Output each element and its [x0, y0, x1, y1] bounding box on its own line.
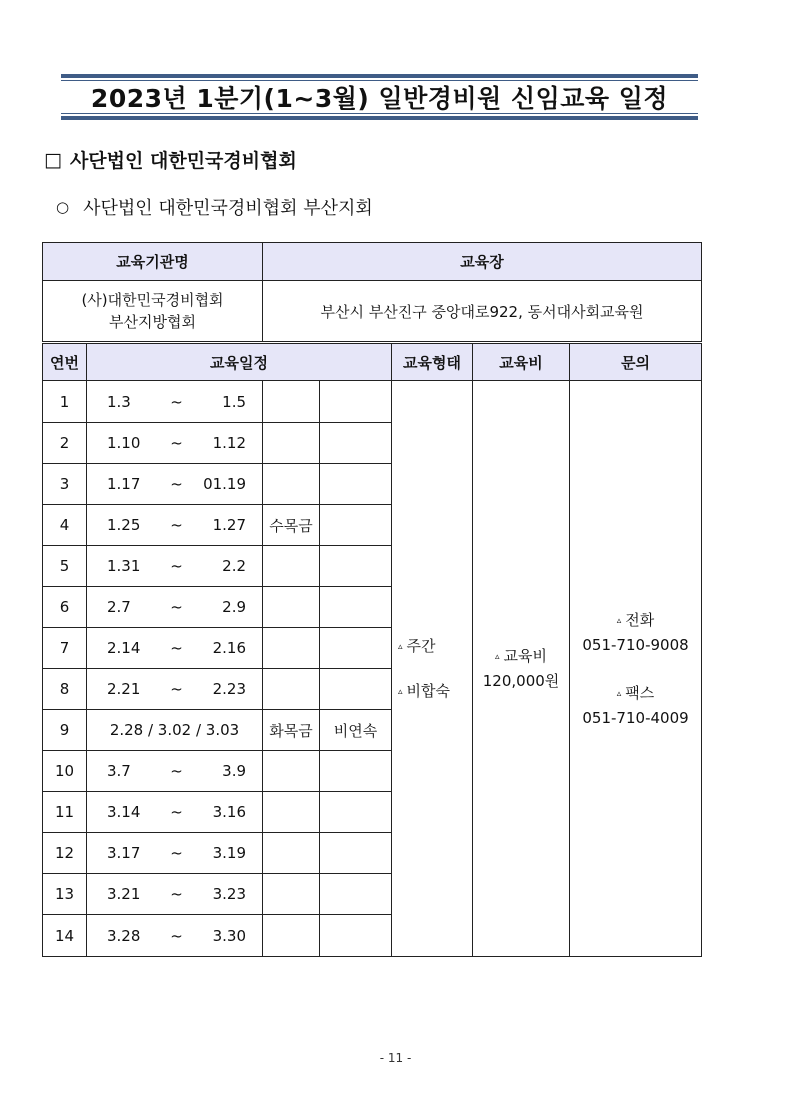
- schedule-note: [320, 587, 392, 628]
- end-date: 3.30: [212, 926, 247, 945]
- start-date: 1.17: [107, 475, 141, 493]
- institution-name: [43, 281, 263, 343]
- end-date: 2.9: [222, 598, 247, 616]
- schedule-dates: [87, 792, 263, 833]
- subsection-label: 사단법인 대한민국경비협회 부산지회: [83, 198, 373, 219]
- education-form: [392, 381, 473, 957]
- section-heading: [44, 146, 297, 173]
- section-label: 사단법인 대한민국경비협회: [69, 150, 297, 172]
- start-date: 2.7: [107, 598, 131, 616]
- schedule-dates: [87, 464, 263, 505]
- institution-row: [43, 281, 702, 343]
- row-number: 12: [43, 833, 87, 874]
- page-number: - 11 -: [379, 1051, 412, 1065]
- tilde: ~: [170, 762, 183, 780]
- tilde: ~: [170, 434, 183, 452]
- schedule-dates: [87, 710, 263, 751]
- square-bullet-icon: □: [44, 148, 62, 171]
- schedule-dates: [87, 628, 263, 669]
- title-banner: [61, 74, 698, 120]
- tilde: ~: [170, 844, 183, 862]
- end-date: 3.9: [222, 762, 247, 780]
- fax-number: 051-710-4009: [582, 708, 689, 727]
- start-date: 3.28: [107, 926, 141, 945]
- schedule-dates: [87, 423, 263, 464]
- start-date: 1.25: [107, 516, 141, 534]
- row-number: 6: [43, 587, 87, 628]
- end-date: 3.23: [212, 885, 247, 903]
- row-number: 8: [43, 669, 87, 710]
- weekdays: [263, 751, 320, 792]
- tilde: ~: [170, 557, 183, 575]
- row-number: 2: [43, 423, 87, 464]
- weekdays: 화목금: [263, 710, 320, 751]
- tilde: ~: [170, 639, 183, 657]
- schedule-note: [320, 751, 392, 792]
- start-date: 2.21: [107, 680, 141, 698]
- tilde: ~: [170, 516, 183, 534]
- end-date: 2.2: [222, 557, 247, 575]
- phone-label: 전화: [625, 610, 655, 629]
- row-number: 7: [43, 628, 87, 669]
- contact-info: [570, 381, 702, 957]
- row-number: 14: [43, 915, 87, 957]
- col-header-schedule: 교육일정: [87, 343, 392, 381]
- schedule-dates: [87, 915, 263, 957]
- end-date: 1.27: [212, 516, 247, 534]
- end-date: 2.16: [212, 639, 247, 657]
- triangle-bullet-icon: ▵: [616, 688, 622, 699]
- schedule-dates: [87, 669, 263, 710]
- weekdays: [263, 464, 320, 505]
- date-list: 2.28 / 3.02 / 3.03: [109, 721, 240, 739]
- fax-label: 팩스: [625, 683, 655, 702]
- schedule-note: 비연속: [320, 710, 392, 751]
- tilde: ~: [170, 926, 183, 945]
- row-number: 11: [43, 792, 87, 833]
- circle-bullet-icon: ○: [56, 198, 70, 216]
- start-date: 2.14: [107, 639, 141, 657]
- weekdays: 수목금: [263, 505, 320, 546]
- schedule-note: [320, 505, 392, 546]
- phone-number: 051-710-9008: [582, 635, 689, 654]
- col-header-fee: 교육비: [473, 343, 570, 381]
- schedule-note: [320, 546, 392, 587]
- schedule-dates: [87, 546, 263, 587]
- weekdays: [263, 423, 320, 464]
- triangle-bullet-icon: ▵: [398, 641, 403, 652]
- schedule-dates: [87, 587, 263, 628]
- start-date: 3.7: [107, 762, 131, 780]
- weekdays: [263, 833, 320, 874]
- page-title: 2023년 1분기(1~3월) 일반경비원 신임교육 일정: [90, 84, 669, 113]
- table-row: [43, 381, 702, 423]
- weekdays: [263, 669, 320, 710]
- venue-address: 부산시 부산진구 중앙대로922, 동서대사회교육원: [263, 281, 702, 343]
- row-number: 4: [43, 505, 87, 546]
- row-number: 1: [43, 381, 87, 423]
- row-number: 9: [43, 710, 87, 751]
- triangle-bullet-icon: ▵: [616, 615, 622, 626]
- triangle-bullet-icon: ▵: [398, 686, 403, 697]
- tilde: ~: [170, 803, 183, 821]
- schedule-note: [320, 792, 392, 833]
- schedule-note: [320, 464, 392, 505]
- start-date: 3.17: [107, 844, 141, 862]
- column-header-row: [43, 343, 702, 381]
- schedule-dates: [87, 751, 263, 792]
- tilde: ~: [170, 598, 183, 616]
- form-nonresident: 비합숙: [406, 681, 451, 700]
- schedule-note: [320, 628, 392, 669]
- start-date: 3.14: [107, 803, 141, 821]
- weekdays: [263, 915, 320, 957]
- row-number: 10: [43, 751, 87, 792]
- start-date: 1.3: [107, 392, 131, 411]
- schedule-table: [42, 242, 702, 957]
- start-date: 1.10: [107, 434, 141, 452]
- start-date: 3.21: [107, 885, 141, 903]
- schedule-note: [320, 381, 392, 423]
- triangle-bullet-icon: ▵: [495, 652, 500, 662]
- schedule-note: [320, 669, 392, 710]
- end-date: 3.16: [212, 803, 247, 821]
- schedule-dates: [87, 833, 263, 874]
- row-number: 3: [43, 464, 87, 505]
- tilde: ~: [170, 392, 183, 411]
- weekdays: [263, 792, 320, 833]
- weekdays: [263, 546, 320, 587]
- weekdays: [263, 381, 320, 423]
- row-number: 13: [43, 874, 87, 915]
- weekdays: [263, 628, 320, 669]
- form-daytime: 주간: [406, 636, 436, 655]
- col-header-form: 교육형태: [392, 343, 473, 381]
- row-number: 5: [43, 546, 87, 587]
- schedule-dates: [87, 381, 263, 423]
- schedule-note: [320, 915, 392, 957]
- end-date: 1.12: [212, 434, 247, 452]
- col-header-no: 연번: [43, 343, 87, 381]
- col-header-contact: 문의: [570, 343, 702, 381]
- schedule-dates: [87, 874, 263, 915]
- end-date: 3.19: [212, 844, 247, 862]
- tilde: ~: [170, 680, 183, 698]
- start-date: 1.31: [107, 557, 141, 575]
- subsection-heading: [56, 194, 373, 220]
- schedule-note: [320, 833, 392, 874]
- institution-line1: (사)대한민국경비협회: [81, 291, 224, 309]
- tilde: ~: [170, 885, 183, 903]
- institution-header-row: [43, 243, 702, 281]
- weekdays: [263, 874, 320, 915]
- schedule-dates: [87, 505, 263, 546]
- education-fee: [473, 381, 570, 957]
- institution-header: 교육기관명: [43, 243, 263, 281]
- schedule-note: [320, 874, 392, 915]
- fee-label: 교육비: [503, 647, 548, 665]
- weekdays: [263, 587, 320, 628]
- institution-line2: 부산지방협회: [109, 313, 196, 331]
- end-date: 1.5: [222, 392, 247, 411]
- end-date: 2.23: [212, 680, 247, 698]
- end-date: 01.19: [203, 475, 247, 493]
- fee-amount: 120,000원: [482, 672, 560, 690]
- tilde: ~: [170, 475, 183, 493]
- schedule-note: [320, 423, 392, 464]
- venue-header: 교육장: [263, 243, 702, 281]
